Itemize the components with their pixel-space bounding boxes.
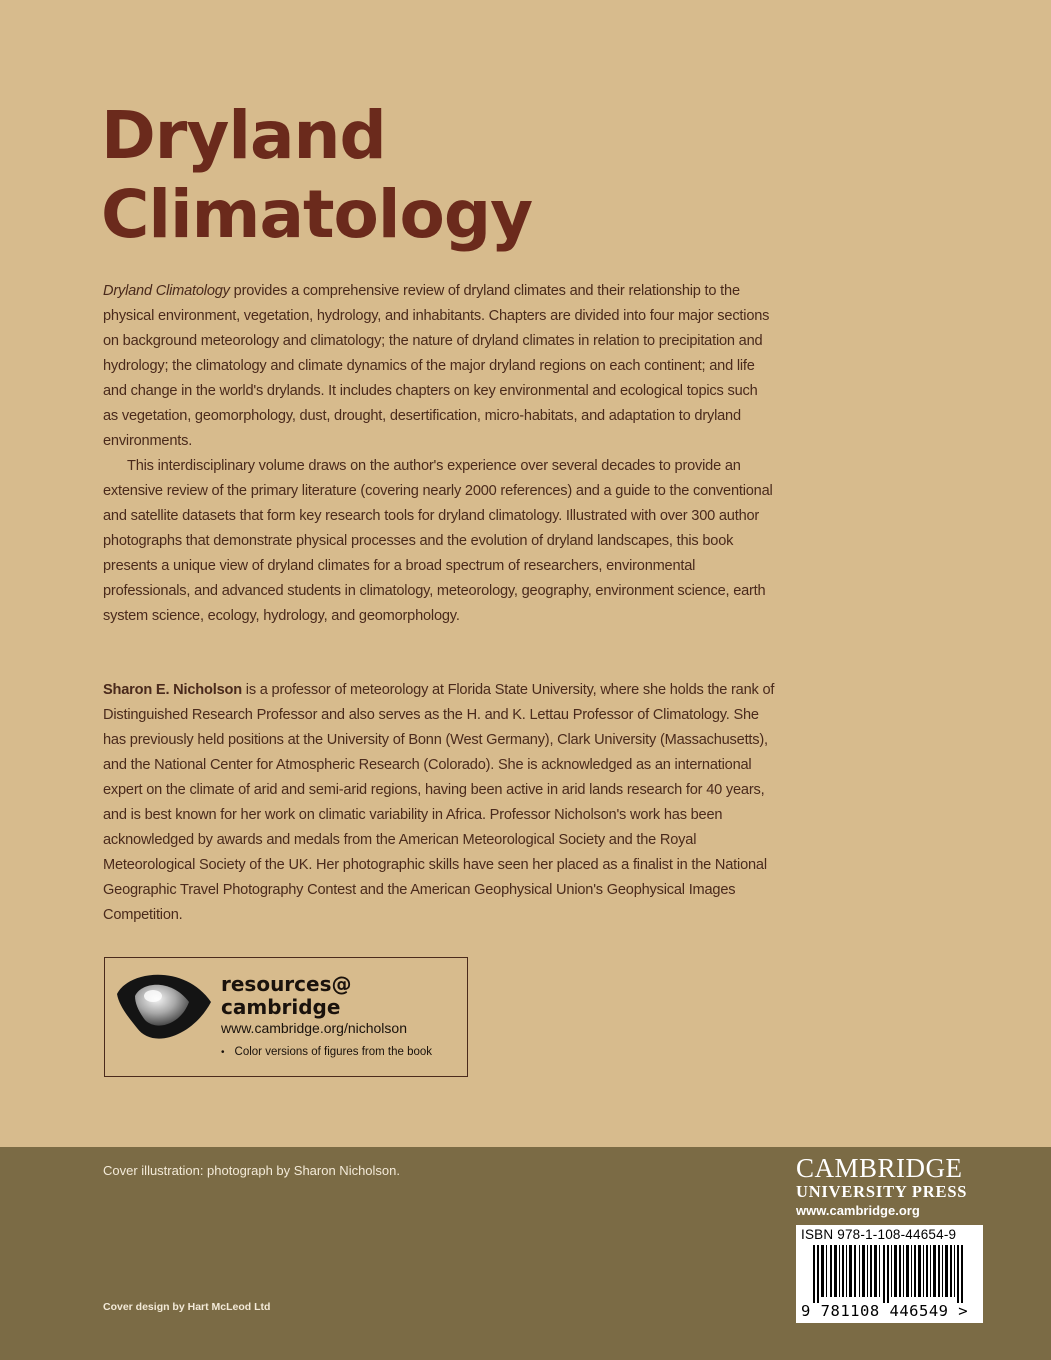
author-name: Sharon E. Nicholson [103,682,242,698]
resources-list [221,1046,432,1058]
author-bio-text: is a professor of meteorology at Florida State University, where she holds the rank of Distinguished Research Professor and also serves as the H. and K. Lettau Professor of Climatology. She has previously held positions at the University of Bonn (West Germany), Clark University (Massachusetts), and the National Center for Atmospheric Research (Colorado). She is acknowledged as an international expert on the climate of arid and semi-arid regions, having been active in arid lands research for 40 years, and is best known for her work on climatic variability in Africa. Professor Nicholson's work has been acknowledged by awards and medals from the American Meteorological Society and the Royal Meteorological Society of the UK. Her photographic skills have seen her placed as a finalist in the National Geographic Travel Photography Contest and the American Geophysical Union's Geophysical Images Competition. [103,682,775,923]
publisher-logo [796,1154,986,1220]
author-bio [103,678,775,928]
bottom-band [0,1147,1051,1360]
publisher-subname: UNIVERSITY PRESS [796,1182,968,1201]
resources-heading-line-1: resources@ [221,972,352,996]
description-paragraph-1 [103,279,775,454]
description-paragraph-1-text: provides a comprehensive review of dryland climates and their relationship to the physical environment, vegetation, hydrology, and inhabitants. Chapters are divided into four major sections on background meteorology and climatology; the nature of dryland climates in relation to precipitation and hydrology; the climatology and climate dynamics of the major dryland regions on each continent; and life and change in the world's drylands. It includes chapters on key environmental and ecological topics such as vegetation, geomorphology, dust, drought, desertification, micro-habitats, and adaptation to dryland environments. [103,283,770,449]
description-book-title-italic: Dryland Climatology [103,283,230,299]
isbn-digits: 9 781108 446549 > [801,1302,969,1320]
eye-logo-icon [115,966,215,1046]
book-title-line-1: Dryland [101,97,386,174]
resources-heading-line-2: cambridge [221,995,341,1019]
book-description [103,279,775,629]
resources-list-item: • Color versions of figures from the book [221,1046,432,1058]
book-title-line-2: Climatology [101,176,533,253]
book-title [101,96,532,254]
description-paragraph-2: This interdisciplinary volume draws on the author's experience over several decades to provide an extensive review of the primary literature (covering nearly 2000 references) and a guide to the conventional and satellite datasets that form key research tools for dryland climatology. Illustrated with over 300 author photographs that demonstrate physical processes and the evolution of dryland landscapes, this book presents a unique view of dryland climates for a broad spectrum of researchers, environmental professionals, and advanced students in climatology, meteorology, geography, environment science, earth system science, ecology, hydrology, and geomorphology. [103,458,773,624]
cover-illustration-credit: Cover illustration: photograph by Sharon Nicholson. [103,1163,401,1178]
resources-box [104,957,468,1077]
author-bio-paragraph [103,678,775,928]
publisher-website: www.cambridge.org [796,1203,920,1218]
barcode-bars-icon [801,1245,978,1303]
isbn-label: ISBN 978-1-108-44654-9 [801,1227,957,1242]
isbn-barcode [796,1225,983,1323]
cover-design-credit: Cover design by Hart McLeod Ltd [103,1301,271,1313]
publisher-name: CAMBRIDGE [796,1153,963,1183]
resources-url-link[interactable]: www.cambridge.org/nicholson [221,1020,407,1036]
